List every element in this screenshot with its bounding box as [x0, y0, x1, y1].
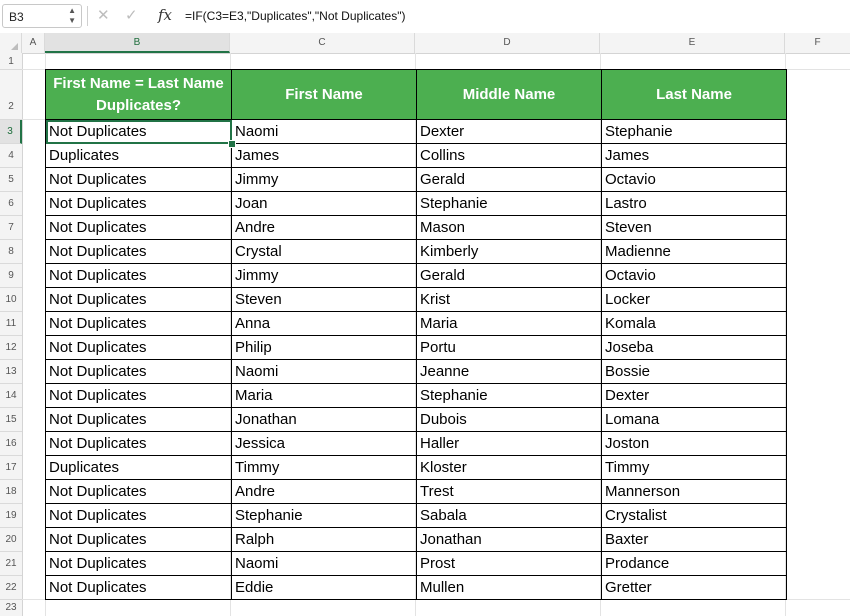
cell-first-name[interactable]: Naomi [232, 360, 417, 384]
cell-middle-name[interactable]: Collins [417, 144, 602, 168]
cell-middle-name[interactable]: Gerald [417, 168, 602, 192]
column-header-d[interactable]: D [415, 33, 600, 53]
cell-last-name[interactable]: Locker [602, 288, 787, 312]
cell-first-name[interactable]: Andre [232, 480, 417, 504]
row-header[interactable]: 23 [5, 602, 17, 613]
header-last-name[interactable]: Last Name [602, 70, 787, 120]
cell-last-name[interactable]: Crystalist [602, 504, 787, 528]
select-all-button[interactable] [0, 33, 22, 53]
cell-first-name[interactable]: Jimmy [232, 168, 417, 192]
table-header-row [46, 70, 787, 120]
formula-bar-divider [87, 6, 88, 26]
cell-first-name[interactable]: Jessica [232, 432, 417, 456]
table-row [46, 456, 787, 480]
cell-duplicates-result[interactable]: Not Duplicates [46, 528, 232, 552]
cell-first-name[interactable]: Anna [232, 312, 417, 336]
column-header-b[interactable]: B [45, 33, 230, 53]
row-header[interactable]: 7 [0, 216, 22, 240]
cell-duplicates-result[interactable]: Not Duplicates [46, 120, 232, 144]
cell-middle-name[interactable]: Sabala [417, 504, 602, 528]
column-header-c[interactable]: C [230, 33, 415, 53]
cell-middle-name[interactable]: Jonathan [417, 528, 602, 552]
cell-middle-name[interactable]: Portu [417, 336, 602, 360]
row-header[interactable]: 14 [0, 384, 22, 408]
cell-last-name[interactable]: Joseba [602, 336, 787, 360]
cell-duplicates-result[interactable]: Not Duplicates [46, 168, 232, 192]
cell-last-name[interactable]: Prodance [602, 552, 787, 576]
cell-last-name[interactable]: Octavio [602, 168, 787, 192]
row-header[interactable]: 6 [0, 192, 22, 216]
table-row [46, 120, 787, 144]
cell-middle-name[interactable]: Haller [417, 432, 602, 456]
name-box-value: B3 [9, 10, 24, 24]
cell-first-name[interactable]: Eddie [232, 576, 417, 600]
cell-first-name[interactable]: Timmy [232, 456, 417, 480]
row-header[interactable]: 8 [0, 240, 22, 264]
gridline [22, 119, 45, 120]
cell-duplicates-result[interactable]: Not Duplicates [46, 216, 232, 240]
worksheet-grid[interactable] [22, 53, 850, 616]
cell-duplicates-result[interactable]: Not Duplicates [46, 576, 232, 600]
name-box[interactable] [2, 4, 82, 28]
cell-last-name[interactable]: Komala [602, 312, 787, 336]
row-header-selected[interactable]: 3 [0, 120, 22, 144]
table-row [46, 168, 787, 192]
cell-duplicates-result[interactable]: Not Duplicates [46, 480, 232, 504]
cell-first-name[interactable]: Philip [232, 336, 417, 360]
row-header[interactable]: 18 [0, 480, 22, 504]
table-row [46, 432, 787, 456]
formula-input[interactable]: =IF(C3=E3,"Duplicates","Not Duplicates") [185, 9, 406, 23]
table-row [46, 480, 787, 504]
row-header[interactable]: 1 [0, 53, 22, 70]
formula-bar [0, 0, 850, 34]
cell-duplicates-result[interactable]: Not Duplicates [46, 552, 232, 576]
cell-middle-name[interactable]: Kloster [417, 456, 602, 480]
row-header[interactable]: 21 [0, 552, 22, 576]
cell-middle-name[interactable]: Maria [417, 312, 602, 336]
cell-last-name[interactable]: Lomana [602, 408, 787, 432]
cell-middle-name[interactable]: Dexter [417, 120, 602, 144]
row-header[interactable]: 20 [0, 528, 22, 552]
table-row [46, 576, 787, 600]
row-header[interactable]: 15 [0, 408, 22, 432]
cell-middle-name[interactable]: Mason [417, 216, 602, 240]
cell-last-name[interactable]: Baxter [602, 528, 787, 552]
cell-first-name[interactable]: Naomi [232, 552, 417, 576]
row-header[interactable]: 16 [0, 432, 22, 456]
cell-last-name[interactable]: Joston [602, 432, 787, 456]
column-header-f[interactable]: F [814, 37, 821, 48]
cell-last-name[interactable]: Octavio [602, 264, 787, 288]
cell-first-name[interactable]: Jonathan [232, 408, 417, 432]
row-header[interactable]: 10 [0, 288, 22, 312]
table-row [46, 216, 787, 240]
cell-last-name[interactable]: Steven [602, 216, 787, 240]
cell-duplicates-result[interactable]: Not Duplicates [46, 384, 232, 408]
header-duplicates[interactable]: First Name = Last Name Duplicates? [46, 70, 232, 120]
cell-last-name[interactable]: Lastro [602, 192, 787, 216]
cell-duplicates-result[interactable]: Not Duplicates [46, 336, 232, 360]
row-header[interactable]: 22 [0, 576, 22, 600]
row-header[interactable]: 11 [0, 312, 22, 336]
cell-first-name[interactable]: Stephanie [232, 504, 417, 528]
row-header[interactable]: 4 [0, 144, 22, 168]
cell-middle-name[interactable]: Stephanie [417, 192, 602, 216]
cell-duplicates-result[interactable]: Not Duplicates [46, 312, 232, 336]
table-row [46, 384, 787, 408]
cell-duplicates-result[interactable]: Not Duplicates [46, 432, 232, 456]
row-header[interactable]: 12 [0, 336, 22, 360]
table-row [46, 528, 787, 552]
cell-middle-name[interactable]: Trest [417, 480, 602, 504]
cell-duplicates-result[interactable]: Not Duplicates [46, 360, 232, 384]
cell-last-name[interactable]: Timmy [602, 456, 787, 480]
row-header[interactable]: 19 [0, 504, 22, 528]
cell-duplicates-result[interactable]: Not Duplicates [46, 240, 232, 264]
row-header[interactable]: 13 [0, 360, 22, 384]
header-first-name[interactable]: First Name [232, 70, 417, 120]
cell-duplicates-result[interactable]: Not Duplicates [46, 264, 232, 288]
header-middle-name[interactable]: Middle Name [417, 70, 602, 120]
cell-middle-name[interactable]: Mullen [417, 576, 602, 600]
cell-first-name[interactable]: Steven [232, 288, 417, 312]
table-row [46, 192, 787, 216]
table-row [46, 288, 787, 312]
cell-duplicates-result[interactable]: Not Duplicates [46, 288, 232, 312]
column-header-e[interactable]: E [600, 33, 785, 53]
table-row [46, 408, 787, 432]
cell-duplicates-result[interactable]: Not Duplicates [46, 504, 232, 528]
cell-last-name[interactable]: Dexter [602, 384, 787, 408]
cell-middle-name[interactable]: Dubois [417, 408, 602, 432]
cell-last-name[interactable]: Gretter [602, 576, 787, 600]
table-row [46, 264, 787, 288]
cell-duplicates-result[interactable]: Not Duplicates [46, 192, 232, 216]
cell-last-name[interactable]: Madienne [602, 240, 787, 264]
insert-function-icon[interactable]: fx [158, 6, 173, 24]
cell-first-name[interactable]: Crystal [232, 240, 417, 264]
cell-first-name[interactable]: Maria [232, 384, 417, 408]
cell-first-name[interactable]: Joan [232, 192, 417, 216]
fill-handle[interactable] [228, 140, 236, 148]
enter-check-icon[interactable]: ✓ [125, 7, 138, 24]
cell-last-name[interactable]: Bossie [602, 360, 787, 384]
cell-first-name[interactable]: Andre [232, 216, 417, 240]
column-header-a[interactable]: A [22, 33, 45, 53]
table-row [46, 240, 787, 264]
cell-first-name[interactable]: Naomi [232, 120, 417, 144]
cell-last-name[interactable]: Mannerson [602, 480, 787, 504]
row-header[interactable]: 9 [0, 264, 22, 288]
cell-middle-name[interactable]: Krist [417, 288, 602, 312]
cell-first-name[interactable]: Jimmy [232, 264, 417, 288]
table-row [46, 144, 787, 168]
column-headers [0, 33, 850, 54]
table-row [46, 504, 787, 528]
cell-first-name[interactable]: Ralph [232, 528, 417, 552]
cell-last-name[interactable]: Stephanie [602, 120, 787, 144]
table-row [46, 336, 787, 360]
data-table [45, 69, 787, 600]
row-header[interactable]: 17 [0, 456, 22, 480]
cancel-icon[interactable]: ✕ [97, 7, 110, 24]
cell-middle-name[interactable]: Jeanne [417, 360, 602, 384]
cell-duplicates-result[interactable]: Duplicates [46, 144, 232, 168]
row-header[interactable]: 2 [0, 70, 22, 120]
cell-first-name[interactable]: James [232, 144, 417, 168]
name-box-stepper-icon[interactable]: ▲ ▼ [68, 6, 76, 25]
cell-duplicates-result[interactable]: Not Duplicates [46, 408, 232, 432]
row-header[interactable]: 5 [0, 168, 22, 192]
table-row [46, 312, 787, 336]
cell-middle-name[interactable]: Gerald [417, 264, 602, 288]
select-all-triangle-icon [11, 43, 18, 50]
table-row [46, 360, 787, 384]
cell-middle-name[interactable]: Kimberly [417, 240, 602, 264]
cell-middle-name[interactable]: Prost [417, 552, 602, 576]
row-headers [0, 53, 23, 616]
cell-duplicates-result[interactable]: Duplicates [46, 456, 232, 480]
table-row [46, 552, 787, 576]
cell-last-name[interactable]: James [602, 144, 787, 168]
cell-middle-name[interactable]: Stephanie [417, 384, 602, 408]
